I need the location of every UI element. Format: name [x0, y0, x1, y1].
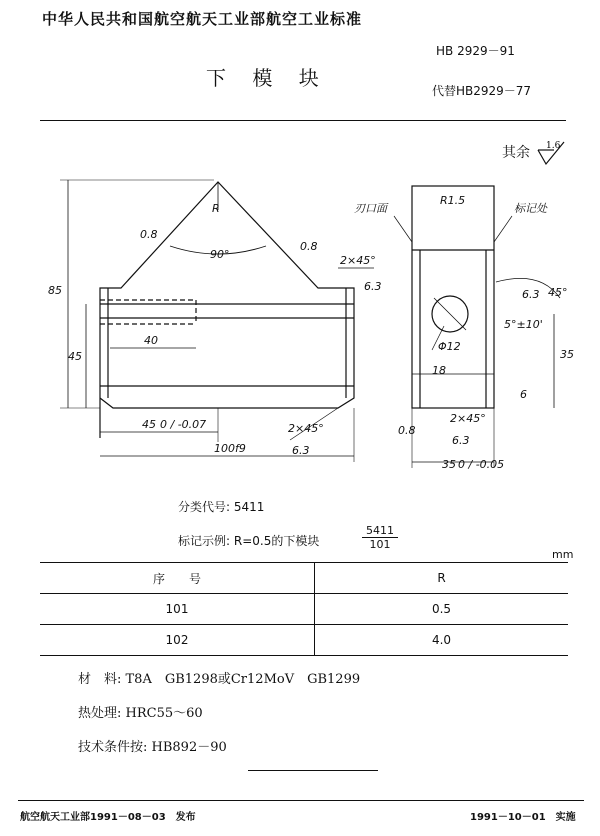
classification-value: 5411 [233, 500, 265, 514]
label-chamfer-top: 2×45° [340, 254, 376, 267]
heat-treatment-line: 热处理: HRC55～60 [78, 706, 203, 721]
label-chamfer-top-rough: 6.3 [364, 280, 382, 293]
effective-date: 1991－10－01 实施 [470, 812, 576, 823]
table-header-row [40, 563, 568, 594]
classification-code [178, 498, 264, 515]
front-view-outline [100, 182, 354, 438]
label-hole-offset: 18 [432, 364, 446, 377]
label-mark-place: 标记处 [514, 202, 547, 215]
spec-table [40, 562, 568, 656]
cell-r: 4.0 [431, 633, 452, 647]
label-angle-side: 45° [548, 286, 568, 299]
label-side-chamfer-rough: 6.3 [452, 434, 470, 447]
roughness-text: 其余 [502, 145, 530, 161]
unit-label: mm [552, 548, 574, 561]
marking-example [178, 532, 319, 549]
cell-serial: 102 [40, 625, 315, 656]
technical-drawing [0, 150, 600, 480]
label-small-dim: 6 [520, 388, 527, 401]
example-fraction [362, 524, 398, 551]
example-label: 标记示例: [178, 534, 231, 548]
example-text: R=0.5的下模块 [233, 534, 320, 548]
classification-label: 分类代号: [178, 500, 231, 514]
label-width-half: 45 [142, 418, 156, 431]
replaces-standard: 代替HB2929－77 [432, 84, 532, 98]
cell-serial: 101 [40, 594, 315, 625]
label-width-total: 100f9 [214, 442, 246, 455]
label-angle: 90° [210, 248, 230, 261]
label-slot-depth: 40 [144, 334, 158, 347]
end-rule [248, 770, 378, 771]
table-row [40, 625, 568, 656]
table-row [40, 594, 568, 625]
label-hole-dia: Φ12 [438, 340, 461, 353]
header-serial: 序 号 [40, 563, 315, 594]
organization-header: 中华人民共和国航空航天工业部航空工业标准 [42, 10, 363, 28]
header-r: R [437, 571, 446, 585]
label-side-rough: 6.3 [522, 288, 540, 301]
label-width-half-tol: 0 / -0.07 [160, 418, 207, 431]
label-side-angle: 5°±10' [504, 318, 543, 331]
example-denominator: 101 [369, 538, 391, 551]
label-height-mid: 45 [68, 350, 82, 363]
roughness-value: 1.6 [546, 141, 561, 151]
page-title: 下 模 块 [206, 66, 329, 90]
footer-divider [18, 800, 584, 801]
label-chamfer-bottom-rough: 6.3 [292, 444, 310, 457]
label-side-chamfer: 2×45° [450, 412, 486, 425]
label-height-total: 85 [48, 284, 62, 297]
label-side-width: 35 [442, 458, 456, 471]
example-numerator: 5411 [362, 524, 398, 538]
material-line: 材 料: T8A GB1298或Cr12MoV GB1299 [78, 672, 361, 687]
label-side-rough-left: 0.8 [398, 424, 416, 437]
cell-r: 0.5 [431, 602, 452, 616]
label-side-width-tol: 0 / -0.05 [458, 458, 505, 471]
issued-date: 航空航天工业部1991－08－03 发布 [20, 812, 196, 823]
tech-conditions-line: 技术条件按: HB892－90 [78, 740, 227, 755]
standard-number: HB 2929－91 [436, 44, 515, 58]
label-rough-left: 0.8 [140, 228, 158, 241]
header-divider [40, 120, 566, 121]
label-edge-face: 刃口面 [354, 202, 387, 215]
label-top-radius: R1.5 [440, 194, 466, 207]
label-rough-right: 0.8 [300, 240, 318, 253]
label-chamfer-bottom: 2×45° [288, 422, 324, 435]
label-radius: R [212, 202, 220, 215]
label-hole-height: 35 [560, 348, 574, 361]
